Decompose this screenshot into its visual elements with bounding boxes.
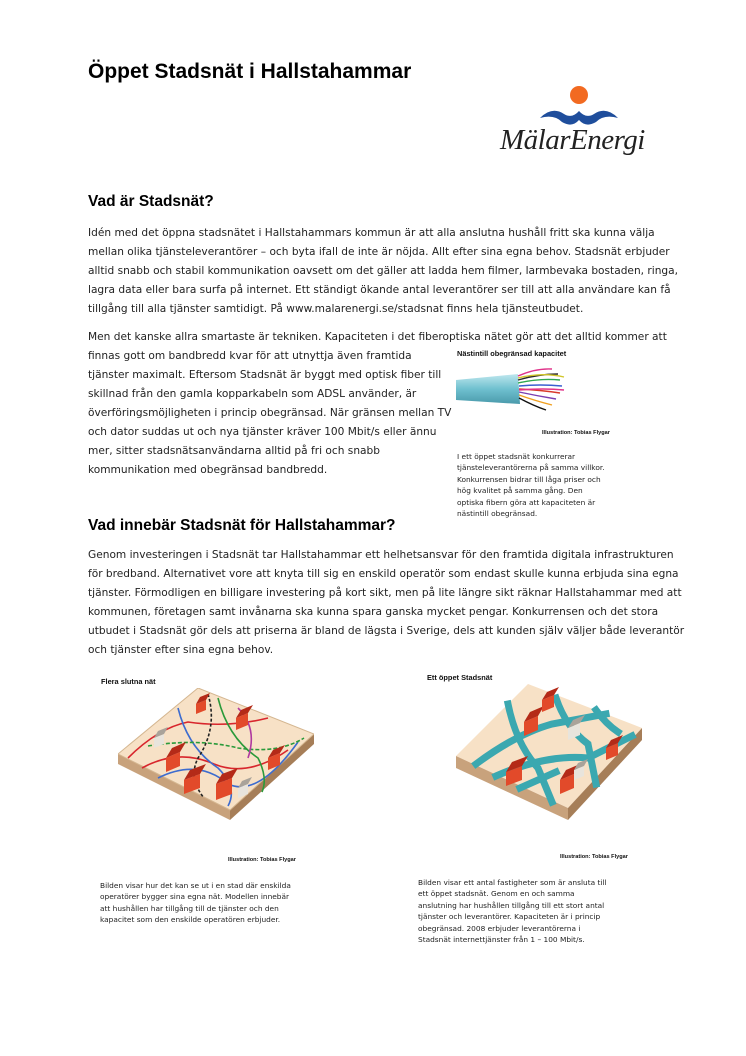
fiber-credit: Illustration: Tobias Flygar (542, 430, 610, 436)
text-line: Men det kanske allra smartaste är tekniken. Kapaciteten i det fiberoptiska nätet gör att det alltid kommer att (88, 331, 667, 343)
text-line: kommunen, företagen samt invånarna ska kunna spara ganska mycket pengar. Konkurrensen och det stora (88, 606, 659, 618)
closed-networks-illustration (118, 688, 314, 834)
text-line: överföringsmöjligheten i princip obegränsad. När gränsen mellan TV (88, 407, 452, 419)
section2-heading: Vad innebär Stadsnät för Hallstahammar? (88, 517, 396, 534)
text-line: tillgång till alla tjänster samtidigt. På www.malarenergi.se/stadsnat finns hela tjänsteutbudet. (88, 303, 584, 315)
section1-para1 (88, 224, 678, 319)
fiber-text (457, 451, 605, 519)
text-line: kommunikation med obegränsad bandbredd. (88, 464, 328, 476)
text-line: Stadsnät internettjänster från 1 – 100 Mbit/s. (418, 935, 585, 945)
text-line: Konkurrensen bidrar till låga priser och (457, 474, 601, 484)
text-line: Bilden visar ett antal fastigheter som är ansluta till (418, 878, 607, 887)
section2-para (88, 546, 684, 660)
text-line: att hushållen har tillgång till de tjänster och den (100, 903, 279, 913)
logo-text-right: Energi (570, 124, 645, 156)
text-line: mer, sitter stadsnätsanvändarna alltid på fri och snabb (88, 445, 380, 457)
right-figure-text (418, 877, 607, 945)
text-line: nästintill obegränsad. (457, 509, 538, 519)
text-line: operatörer bygger sina egna nät. Modellen innebär (100, 892, 290, 902)
open-network-illustration (456, 684, 642, 834)
left-figure-credit: Illustration: Tobias Flygar (228, 857, 296, 863)
text-line: obegränsad. 2008 erbjuder leverantörerna i (418, 923, 581, 933)
text-line: optiska fibern göra att kapaciteten är (457, 497, 596, 507)
left-figure-caption: Flera slutna nät (101, 677, 156, 686)
text-line: ett öppet stadsnät. Genom en och samma (418, 889, 575, 899)
section1-heading: Vad är Stadsnät? (88, 193, 214, 210)
text-line: tjänster maximalt. Eftersom Stadsnät är byggt med optisk fiber till (88, 369, 442, 381)
text-line: tjänster och leverantörer. Kapaciteten är i princip (418, 912, 601, 922)
text-line: anslutning har hushållen tillgång till ett stort antal (418, 900, 605, 910)
page-title: Öppet Stadsnät i Hallstahammar (88, 60, 412, 83)
text-line: tjänsteleverantörerna på samma villkor. (457, 463, 605, 473)
fiber-caption: Nästintill obegränsad kapacitet (457, 349, 567, 358)
text-line: alltid snabb och stabil kommunikation oavsett om det gäller att ladda hem filmer, larmbevaka bostaden, ringa, (88, 265, 678, 277)
text-line: Genom investeringen i Stadsnät tar Hallstahammar ett helhetsansvar för den framtida digitala infrastrukturen (88, 549, 674, 561)
text-line: utbudet i Stadsnät gör dels att priserna är bland de lägsta i Sverige, dels att kunden själv väljer både leverantör (88, 625, 685, 637)
text-line: I ett öppet stadsnät konkurrerar (457, 452, 576, 461)
text-line: och dator suddas ut och nya tjänster kräver 100 Mbit/s eller ännu (88, 426, 437, 438)
text-line: skillnad från den gamla kopparkabeln som ADSL använder, är (88, 388, 417, 400)
text-line: och tjänster efter sina egna behov. (88, 644, 274, 656)
fiber-illustration (456, 366, 566, 416)
text-line: finnas gott om bandbredd kvar för att utnyttja även framtida (88, 350, 412, 362)
right-figure-caption: Ett öppet Stadsnät (427, 673, 493, 682)
text-line: lagra data eller bara surfa på internet. Ett ständigt ökande antal leverantörer ser till att alla användare kan få (88, 284, 671, 296)
text-line: Idén med det öppna stadsnätet i Hallstahammars kommun är att alla anslutna hushåll fritt ska kunna välja (88, 227, 655, 239)
text-line: kapacitet som den enskilde operatören erbjuder. (100, 915, 281, 925)
logo-text-left: Mälar (500, 124, 570, 156)
right-figure-credit: Illustration: Tobias Flygar (560, 854, 628, 860)
text-line: hög kvalitet på samma gång. Den (457, 486, 583, 496)
malarenergi-logo (500, 84, 656, 160)
text-line: mellan olika tjänsteleverantörer – och byta ifall de inte är nöjda. Allt efter sina egna behov. Stadsnät erbjuder (88, 246, 670, 258)
left-figure-text (100, 880, 291, 926)
text-line: för bredband. Alternativet vore att knyta till sig en enskild operatör som endast skulle kunna erbjuda sina egna (88, 568, 679, 580)
text-line: Bilden visar hur det kan se ut i en stad där enskilda (100, 881, 291, 890)
text-line: tjänster. Förmodligen en billigare investering på kort sikt, men på lite längre sikt räknar Hallstahammar med att (88, 587, 682, 599)
